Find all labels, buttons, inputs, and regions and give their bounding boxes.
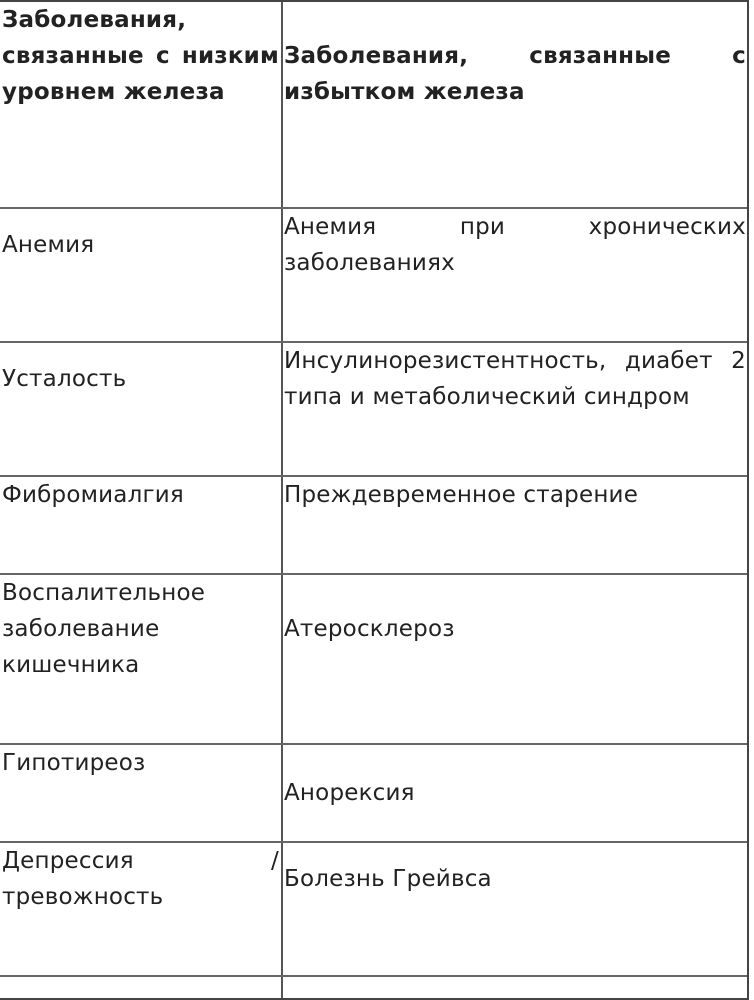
header-low-iron: Заболевания, связанные с низким уровнем железа	[2, 7, 279, 105]
table-cell-low-3: Фибромиалгия	[2, 482, 184, 508]
table-cell-low-6: Депрессия / тревожность	[2, 848, 279, 910]
table-cell-low-4: Воспалительное заболевание кишечника	[2, 580, 206, 678]
table-cell-low-5: Гипотиреоз	[2, 750, 146, 776]
row-divider	[0, 975, 747, 977]
table-cell-low-2: Усталость	[2, 366, 127, 392]
table-cell-low-1: Анемия	[2, 232, 95, 258]
table-cell-excess-3: Преждевременное старение	[284, 482, 639, 508]
table-cell-excess-4: Атеросклероз	[284, 616, 455, 642]
table-cell-excess-2: Инсулинорезистентность, диабет 2 типа и метаболический синдром	[284, 348, 746, 410]
header-excess-iron: Заболевания, связанные с избытком железа	[284, 43, 746, 105]
column-divider	[281, 2, 283, 998]
table-cell-excess-6: Болезнь Грейвса	[284, 866, 492, 892]
table-cell-excess-1: Анемия при хронических заболеваниях	[284, 214, 746, 276]
table-cell-excess-5: Анорексия	[284, 780, 415, 806]
